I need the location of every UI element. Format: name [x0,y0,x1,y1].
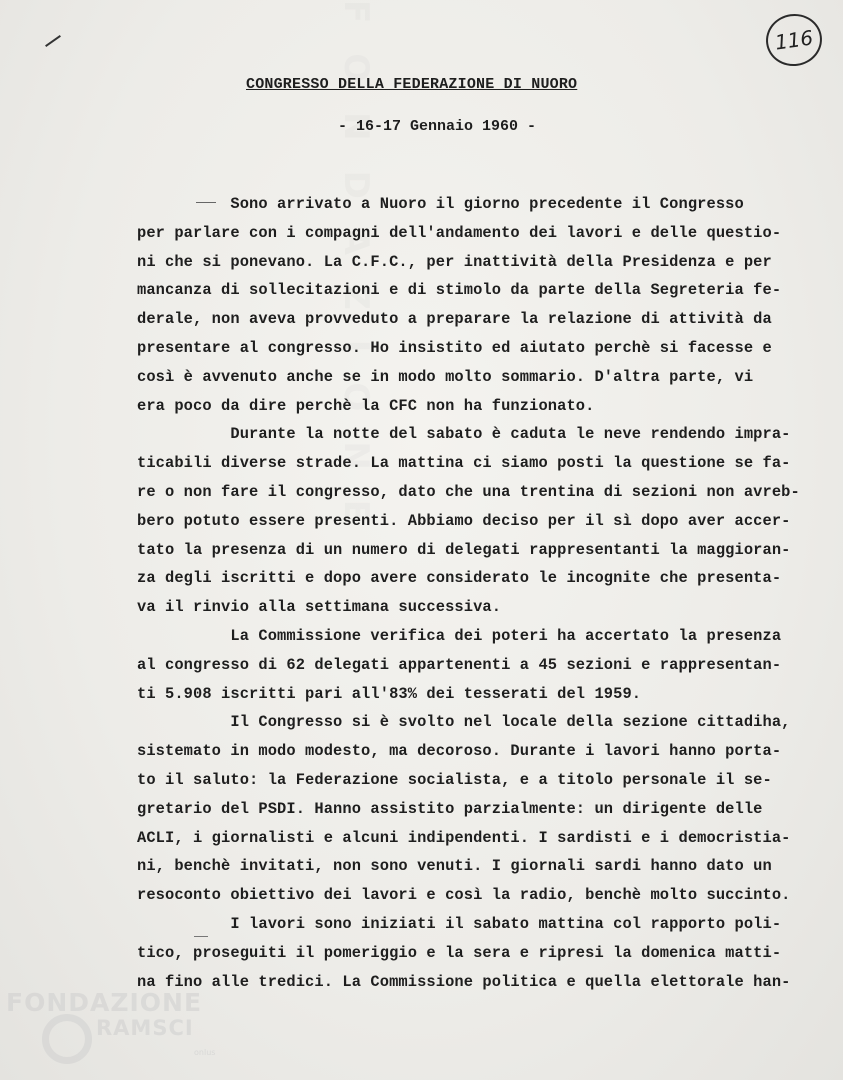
margin-dash [194,936,208,937]
text-line: ni che si ponevano. La C.F.C., per inattività della Presidenza e per [137,252,772,271]
text-line: derale, non aveva provveduto a preparare la relazione di attività da [137,310,772,329]
vertical-watermark: FONDAZIONE [336,0,376,554]
text-line: Il Congresso si è svolto nel locale della sezione cittadiha, [137,713,791,732]
text-line: tato la presenza di un numero di delegati rappresentanti la maggioran- [137,540,791,559]
watermark-line2: RAMSCI [96,1016,194,1040]
text-line: così è avvenuto anche se in modo molto sommario. D'altra parte, vi [137,367,754,386]
text-line: La Commissione verifica dei poteri ha accertato la presenza [137,626,782,645]
watermark-line1: FONDAZIONE [6,988,203,1017]
document-title: CONGRESSO DELLA FEDERAZIONE DI NUORO [246,76,578,93]
text-line: za degli iscritti e dopo avere considerato le incognite che presenta- [137,569,782,588]
text-line: resoconto obiettivo dei lavori e così la radio, benchè molto succinto. [137,886,791,905]
watermark-sub: onlus [194,1048,216,1057]
text-line: na fino alle tredici. La Commissione politica e quella elettorale han- [137,972,791,991]
text-line: ti 5.908 iscritti pari all'83% dei tesserati del 1959. [137,684,642,703]
text-line: mancanza di sollecitazioni e di stimolo da parte della Segreteria fe- [137,281,782,300]
text-line: va il rinvio alla settimana successiva. [137,598,502,617]
folio-number: 116 [763,10,826,69]
fondazione-gramsci-watermark [6,988,226,1068]
pen-mark [45,35,61,47]
g-logo-icon [42,1014,92,1064]
text-line: al congresso di 62 delegati appartenenti a 45 sezioni e rappresentan- [137,655,782,674]
text-line: re o non fare il congresso, dato che una trentina di sezioni non avreb- [137,482,800,501]
text-line: ni, benchè invitati, non sono venuti. I giornali sardi hanno dato un [137,857,772,876]
text-line: bero potuto essere presenti. Abbiamo deciso per il sì dopo aver accer- [137,511,791,530]
text-line: gretario del PSDI. Hanno assistito parzialmente: un dirigente delle [137,799,763,818]
text-line: ACLI, i giornalisti e alcuni indipendenti. I sardisti e i democristia- [137,828,791,847]
text-line: ticabili diverse strade. La mattina ci siamo posti la questione se fa- [137,454,791,473]
text-line: tico, proseguiti il pomeriggio e la sera e ripresi la domenica matti- [137,943,782,962]
document-date: - 16-17 Gennaio 1960 - [338,118,537,135]
text-line: I lavori sono iniziati il sabato mattina col rapporto poli- [137,914,782,933]
document-body [137,190,837,996]
text-line: presentare al congresso. Ho insistito ed aiutato perchè si facesse e [137,338,772,357]
text-line: to il saluto: la Federazione socialista, e a titolo personale il se- [137,770,772,789]
text-line: Durante la notte del sabato è caduta le neve rendendo impra- [137,425,791,444]
text-line: sistemato in modo modesto, ma decoroso. Durante i lavori hanno porta- [137,742,782,761]
text-line: era poco da dire perchè la CFC non ha funzionato. [137,396,595,415]
text-line: per parlare con i compagni dell'andamento dei lavori e delle questio- [137,223,782,242]
text-line: Sono arrivato a Nuoro il giorno precedente il Congresso [137,195,744,213]
